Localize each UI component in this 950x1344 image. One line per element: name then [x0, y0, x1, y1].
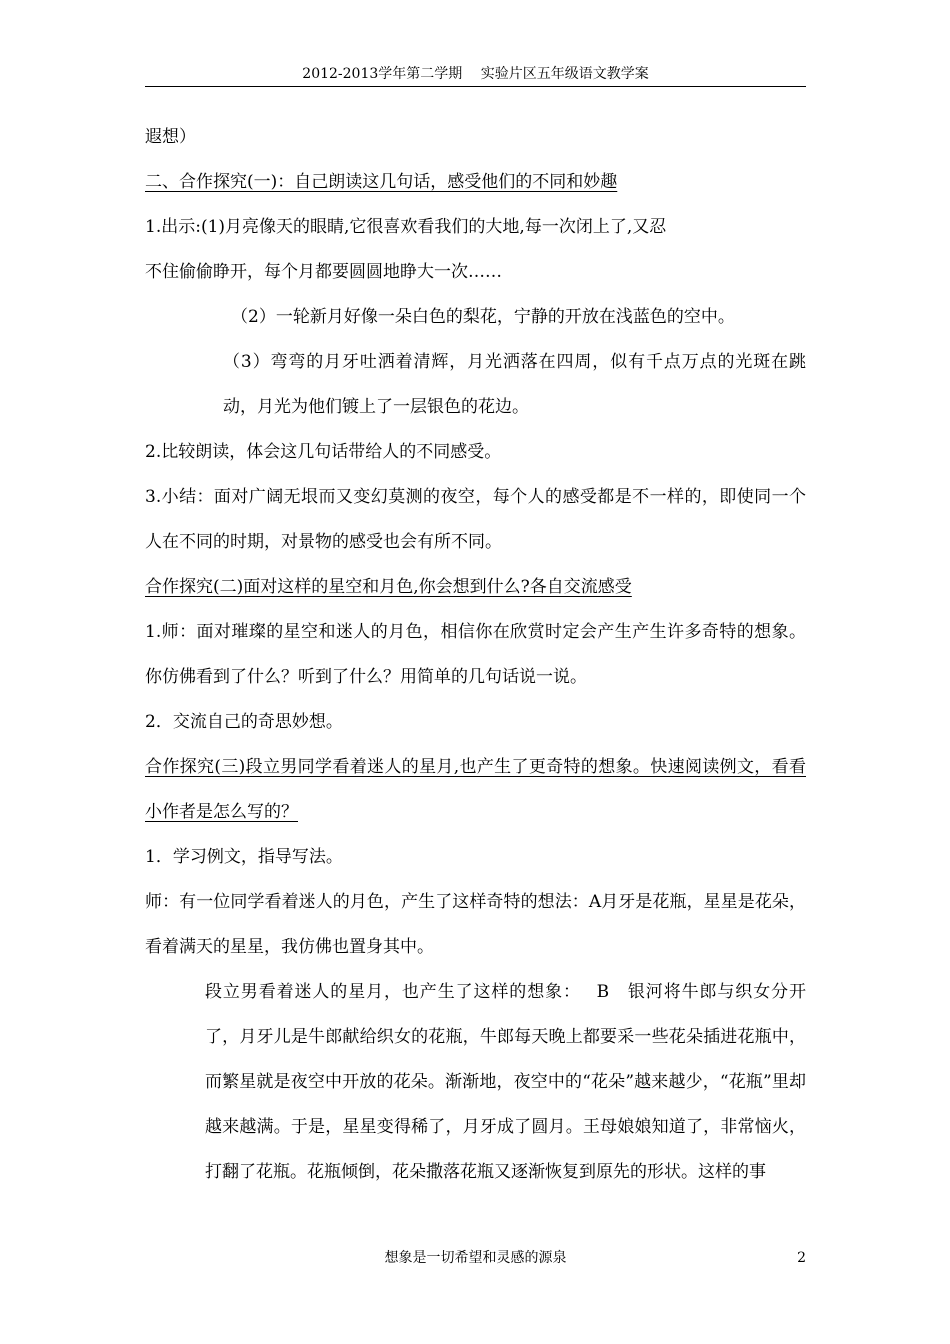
- section-heading-cooperative-inquiry-1: 二、合作探究(一)：自己朗读这几句话，感受他们的不同和妙趣: [145, 172, 618, 192]
- paragraph-continuation: 遐想）: [145, 127, 196, 147]
- example-sentence-3: （3）弯弯的月牙吐洒着清辉，月光洒落在四周，似有千点万点的光斑在跳动，月光为他们镀上了一层银色的花边。: [223, 352, 806, 417]
- page-header: 2012-2013学年第二学期 实验片区五年级语文教学案: [302, 66, 649, 82]
- page-footer-motto: 想象是一切希望和灵感的源泉: [384, 1250, 567, 1266]
- page-number: 2: [797, 1250, 806, 1266]
- example-essay-b: 段立男看着迷人的星月，也产生了这样的想象： B 银河将牛郎与织女分开了，月牙儿是牛郎献给织女的花瓶，牛郎每天晚上都要采一些花朵插进花瓶中，而繁星就是夜空中开放的花朵。渐渐地，夜空中的“花朵”越来越少，“花瓶”里却越来越满。于是，星星变得稀了，月牙成了圆月。王母娘娘知道了，非常恼火，打翻了花瓶。花瓶倾倒，花朵撒落花瓶又逐渐恢复到原先的形状。这样的事: [205, 982, 806, 1182]
- teacher-example-a: 师：有一位同学看着迷人的月色，产生了这样奇特的想法：A月牙是花瓶，星星是花朵，看着满天的星星，我仿佛也置身其中。: [145, 892, 806, 957]
- summary-step: 3.小结：面对广阔无垠而又变幻莫测的夜空，每个人的感受都是不一样的，即使同一个人在不同的时期，对景物的感受也会有所不同。: [145, 487, 806, 552]
- section-heading-cooperative-inquiry-2: 合作探究(二)面对这样的星空和月色,你会想到什么?各自交流感受: [145, 577, 632, 597]
- example-sentence-1-cont: 不住偷偷睁开，每个月都要圆圆地睁大一次……: [145, 262, 502, 282]
- example-sentence-2: （2）一轮新月好像一朵白色的梨花，宁静的开放在浅蓝色的空中。: [231, 307, 735, 327]
- section-heading-cooperative-inquiry-3: 合作探究(三)段立男同学看着迷人的星月,也产生了更奇特的想象。快速阅读例文，看看小作者是怎么写的？: [145, 757, 806, 822]
- example-sentence-1: 1.出示:(1)月亮像天的眼睛,它很喜欢看我们的大地,每一次闭上了,又忍: [145, 217, 667, 237]
- compare-reading-step: 2.比较朗读，体会这几句话带给人的不同感受。: [145, 442, 502, 462]
- teacher-prompt: 1.师：面对璀璨的星空和迷人的月色，相信你在欣赏时定会产生产生许多奇特的想象。你仿佛看到了什么？听到了什么？用简单的几句话说一说。: [145, 622, 806, 687]
- document-body: [145, 115, 806, 1195]
- exchange-step: 2．交流自己的奇思妙想。: [145, 712, 343, 732]
- header-divider: [145, 86, 806, 87]
- study-example-step: 1．学习例文，指导写法。: [145, 847, 343, 867]
